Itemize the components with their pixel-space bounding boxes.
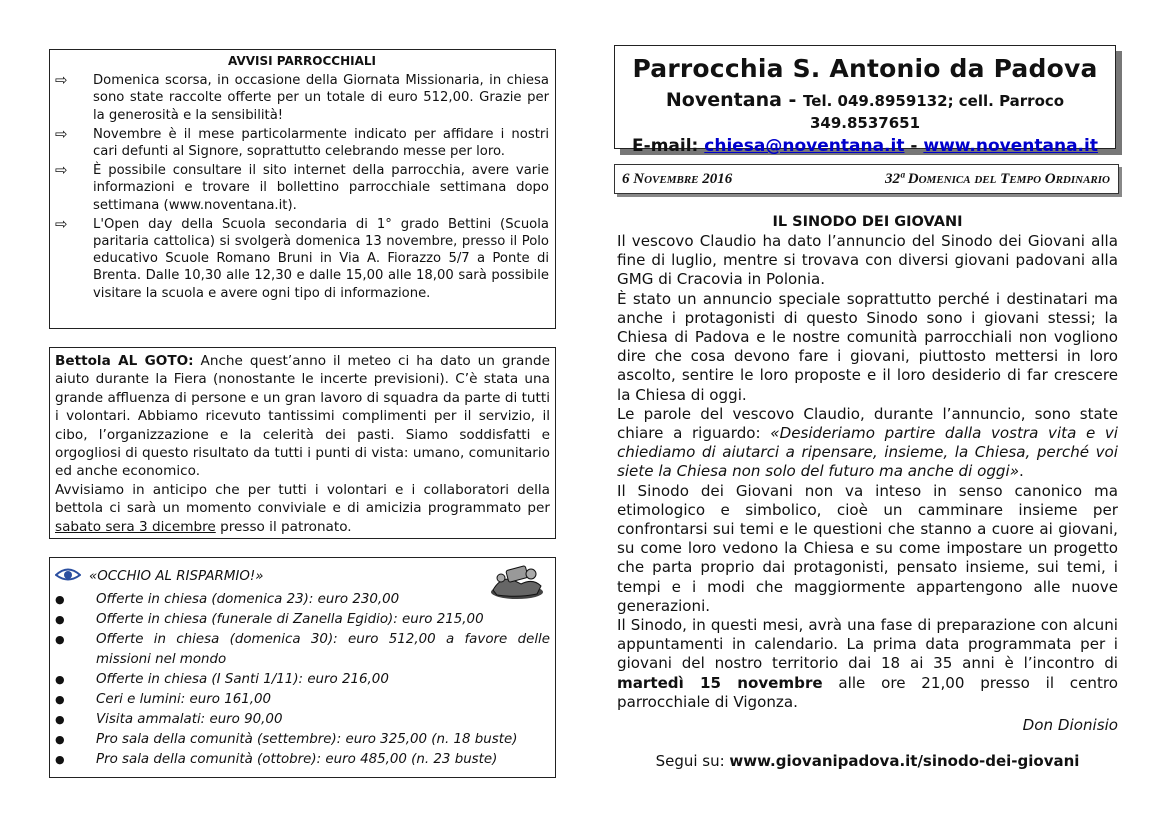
- liturgical-sunday: 32ª Domenica del Tempo Ordinario: [885, 171, 1110, 187]
- parish-name: Parrocchia S. Antonio da Padova: [632, 54, 1098, 83]
- occhio-list: [55, 590, 550, 770]
- contact-line: [615, 136, 1115, 156]
- town-name: Noventana -: [665, 89, 804, 111]
- list-item: ● Pro sala della comunità (ottobre): euro 485,00 (n. 23 buste): [55, 752, 498, 767]
- parish-header: [614, 45, 1116, 156]
- article-paragraph: Il vescovo Claudio ha dato l’annuncio del Sinodo dei Giovani alla fine di luglio, mentre si trovava con diversi giovani padovani alla GMG di Cracovia in Polonia.: [617, 232, 1118, 289]
- arrow-right-icon: ⇨: [55, 124, 68, 143]
- bishop-quote: «Desideriamo partire dalla vostra vita e vi chiediamo di aiutarci a ripensare, insieme, la Chiesa, perché voi siete la Chiesa non solo del futuro ma anche di oggi»: [617, 424, 1118, 481]
- avvisi-item-text: Domenica scorsa, in occasione della Giornata Missionaria, in chiesa sono state raccolte offerte per un totale di euro 512,00. Grazie per la generosità e la sensibilità!: [93, 73, 549, 123]
- contact-separator: -: [904, 136, 924, 156]
- article-title: IL SINODO DEI GIOVANI: [772, 214, 963, 230]
- list-item: ● Visita ammalati: euro 90,00: [55, 712, 283, 727]
- dateline: [614, 164, 1119, 194]
- list-item: ● Offerte in chiesa (domenica 23): euro 230,00: [55, 592, 400, 607]
- arrow-right-icon: ⇨: [55, 161, 68, 180]
- article-paragraph: È stato un annuncio speciale soprattutto perché i destinatari ma anche i protagonisti di questo Sinodo sono i giovani stessi; la Chiesa di Padova e le nostre comunità parrocchiali non vogliono dire che cosa devono fare i giovani, piuttosto mettersi in loro ascolto, sentire le loro proposte e il loro desiderio di far crescere la Chiesa di oggi.: [617, 289, 1118, 404]
- article-paragraph: Il Sinodo, in questi mesi, avrà una fase di preparazione con alcuni appuntamenti in calendario. La prima data programmata per i giovani del nostro territorio dai 18 ai 35 anni è l’incontro di martedì 15 novembre alle ore 21,00 presso il centro parrocchiale di Vigonza.: [617, 616, 1118, 711]
- avvisi-title: AVVISI PARROCCHIALI: [228, 54, 376, 68]
- avvisi-box: [49, 49, 556, 329]
- avvisi-item-text: Novembre è il mese particolarmente indicato per affidare i nostri cari defunti al Signore, soprattutto celebrando messe per loro.: [93, 126, 549, 160]
- follow-line: [617, 752, 1118, 770]
- bettola-body: Anche quest’anno il meteo ci ha dato un grande aiuto durante la Fiera (nonostante le incerte previsioni). C’è stata una grande affluenza di persone e un gran lavoro di squadra da parte di tutti i volontari. Abbiamo ricevuto tantissimi complimenti per il servizio, il cibo, l’organizzazione e la celerità dei pasti. Siamo soddisfatti e orgogliosi di questo risultato da tutti i punti di vista: umano, comunitario ed anche economico.: [55, 353, 550, 480]
- list-item: ● Offerte in chiesa (I Santi 1/11): euro 216,00: [55, 672, 389, 687]
- money-hands-icon: [487, 562, 545, 600]
- issue-date: 6 Novembre 2016: [622, 171, 733, 187]
- avvisi-item: [55, 162, 549, 214]
- signature: Don Dionisio: [1022, 716, 1118, 735]
- website-link[interactable]: www.noventana.it: [923, 136, 1098, 156]
- occhio-header: [55, 564, 550, 590]
- bettola-body2-post: presso il patronato.: [215, 518, 352, 535]
- phone-numbers: Tel. 049.8959132; cell. Parroco 349.8537651: [803, 92, 1065, 132]
- email-link[interactable]: chiesa@noventana.it: [704, 136, 905, 156]
- bettola-box: [49, 347, 556, 539]
- town-line: [615, 89, 1115, 133]
- list-item: ● Pro sala della comunità (settembre): euro 325,00 (n. 18 buste): [55, 732, 518, 747]
- avvisi-item-text: L'Open day della Scuola secondaria di 1° grado Bettini (Scuola paritaria cattolica) si svolgerà domenica 13 novembre, presso il Polo educativo Scuole Romano Bruni in Via A. Fiorazzo 5/7 a Ponte di Brenta. Dalle 10,30 alle 12,30 e dalle 15,00 alle 18,00 sarà possibile visitare la scuola e avere ogni tipo di informazione.: [93, 216, 549, 301]
- eye-icon: [55, 567, 89, 587]
- arrow-right-icon: ⇨: [55, 214, 68, 233]
- occhio-box: [49, 557, 556, 778]
- email-label: E-mail:: [632, 136, 705, 156]
- avvisi-item-text: È possibile consultare il sito internet della parrocchia, avere varie informazioni e trovare il bollettino parrocchiale settimana dopo settimana (www.noventana.it).: [93, 163, 549, 213]
- list-item: ● Ceri e lumini: euro 161,00: [55, 692, 272, 707]
- avvisi-item: [55, 216, 549, 302]
- list-item: ● Offerte in chiesa (funerale di Zanella Egidio): euro 215,00: [55, 612, 484, 627]
- article: [617, 212, 1118, 735]
- avvisi-item: [55, 72, 549, 124]
- article-paragraph: Le parole del vescovo Claudio, durante l’annuncio, sono state chiare a riguardo: «Desideriamo partire dalla vostra vita e vi chiediamo di aiutarci a ripensare, insieme, la Chiesa, perché voi siete la Chiesa non solo del futuro ma anche di oggi».: [617, 404, 1118, 481]
- avvisi-item: [55, 126, 549, 160]
- bettola-date: sabato sera 3 dicembre: [55, 518, 216, 535]
- occhio-title: «OCCHIO AL RISPARMIO!»: [89, 569, 264, 584]
- follow-label: Segui su:: [655, 752, 730, 770]
- bettola-title: Bettola AL GOTO:: [55, 353, 194, 369]
- follow-link[interactable]: www.giovanipadova.it/sinodo-dei-giovani: [729, 752, 1080, 770]
- arrow-right-icon: ⇨: [55, 71, 68, 90]
- article-paragraph: Il Sinodo dei Giovani non va inteso in senso canonico ma etimologico e simbolico, cioè un camminare insieme per confrontarsi sui temi e le questioni che stanno a cuore ai giovani, su come loro vedono la Chiesa e su come impostare un progetto che parta proprio dai protagonisti, pensato insieme, sui temi, i tempi e i modi che maggiormente appartengono alle nuove generazioni.: [617, 481, 1118, 615]
- bettola-body2-pre: Avvisiamo in anticipo che per tutti i volontari e i collaboratori della bettola ci sarà un momento conviviale e di amicizia programmato per: [55, 481, 550, 517]
- event-date: martedì 15 novembre: [617, 673, 823, 692]
- list-item: ● Offerte in chiesa (domenica 30): euro 512,00 a favore delle missioni nel mondo: [55, 632, 550, 667]
